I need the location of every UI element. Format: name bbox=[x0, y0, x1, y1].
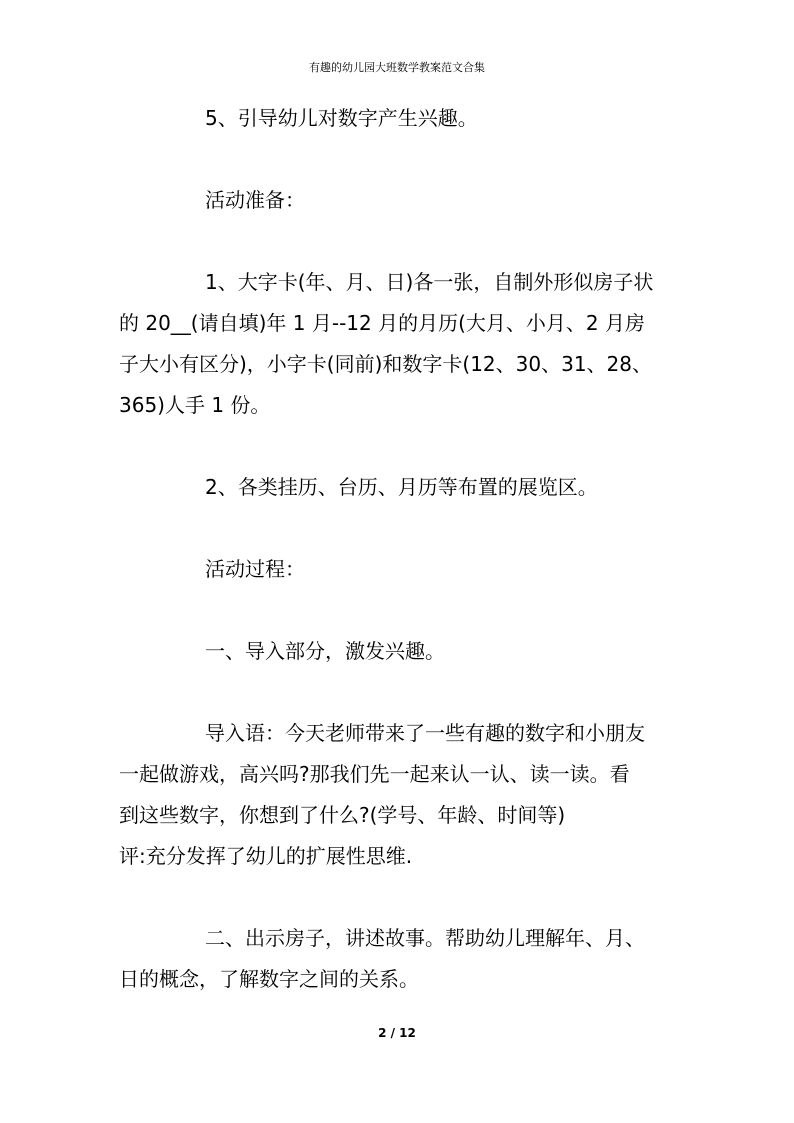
spacer bbox=[119, 221, 685, 262]
preparation-item-1 bbox=[119, 262, 685, 426]
intro-comment-line: 评:充分发挥了幼儿的扩展性思维. bbox=[119, 844, 413, 868]
intro-line: 导入语：今天老师带来了一些有趣的数字和小朋友 bbox=[205, 721, 645, 745]
spacer bbox=[119, 877, 685, 918]
document-body bbox=[119, 98, 685, 1000]
section-heading-preparation: 活动准备： bbox=[205, 188, 305, 212]
intro-paragraph bbox=[119, 713, 685, 877]
preparation-item-1-line: 365)人手 1 份。 bbox=[119, 393, 271, 417]
page-number: 2 / 12 bbox=[378, 1026, 416, 1040]
process-step-1: 一、导入部分，激发兴趣。 bbox=[205, 639, 445, 663]
preparation-item-1-line: 的 20__(请自填)年 1 月--12 月的月历(大月、小月、2 月房 bbox=[119, 311, 645, 335]
process-step-2-line: 日的概念，了解数字之间的关系。 bbox=[119, 967, 419, 991]
intro-line: 一起做游戏，高兴吗?那我们先一起来认一认、读一读。看 bbox=[119, 762, 630, 786]
preparation-item-1-line: 子大小有区分)，小字卡(同前)和数字卡(12、30、31、28、 bbox=[119, 352, 653, 376]
process-step-2 bbox=[119, 918, 685, 1000]
goal-item-5: 5、引导幼儿对数字产生兴趣。 bbox=[205, 106, 478, 130]
process-step-2-line: 二、出示房子，讲述故事。帮助幼儿理解年、月、 bbox=[205, 926, 645, 950]
spacer bbox=[119, 672, 685, 713]
page-header-title: 有趣的幼儿园大班数学教案范文合集 bbox=[309, 61, 485, 74]
spacer bbox=[119, 139, 685, 180]
section-heading-process: 活动过程： bbox=[205, 557, 305, 581]
spacer bbox=[119, 508, 685, 549]
preparation-item-2: 2、各类挂历、台历、月历等布置的展览区。 bbox=[205, 475, 598, 499]
spacer bbox=[119, 426, 685, 467]
preparation-item-1-line: 1、大字卡(年、月、日)各一张，自制外形似房子状 bbox=[205, 270, 654, 294]
spacer bbox=[119, 590, 685, 631]
intro-line: 到这些数字，你想到了什么?(学号、年龄、时间等) bbox=[119, 803, 566, 827]
